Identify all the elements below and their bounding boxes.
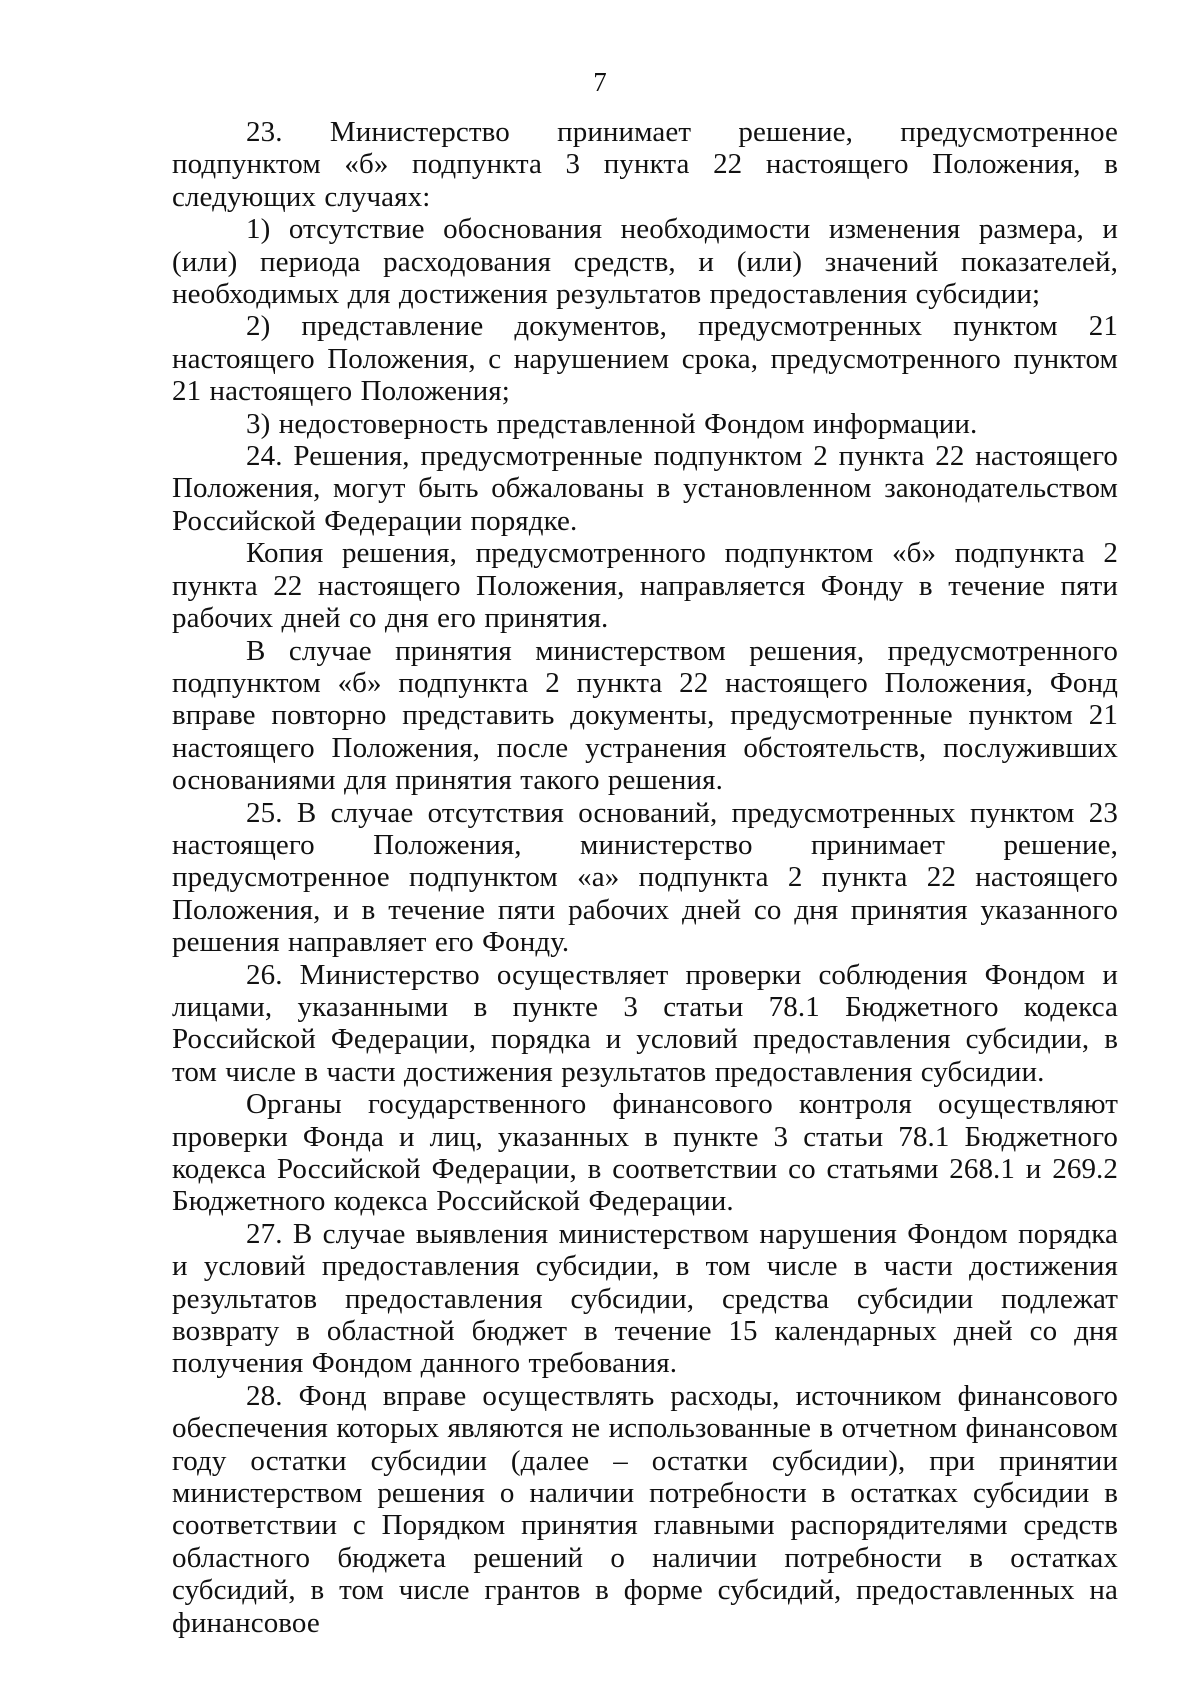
paragraph-23-item-2: 2) представление документов, предусмотренных пунктом 21 настоящего Положения, с нарушением срока, предусмотренного пунктом 21 настоящего Положения; <box>172 310 1118 408</box>
paragraph-24: 24. Решения, предусмотренные подпунктом 2 пункта 22 настоящего Положения, могут быть обжалованы в установленном законодательством Российской Федерации порядке. <box>172 440 1118 537</box>
paragraph-28: 28. Фонд вправе осуществлять расходы, источником финансового обеспечения которых являются не использованные в отчетном финансовом году остатки субсидии (далее – остатки субсидии), при принятии министерством решения о наличии потребности в остатках субсидии в соответствии с Порядком принятия главными распорядителями средств областного бюджета решений о наличии потребности в остатках субсидий, в том числе грантов в форме субсидий, предоставленных на финансовое <box>172 1379 1118 1639</box>
paragraph-23-item-3: 3) недостоверность представленной Фондом информации. <box>246 407 978 440</box>
paragraph-26-control: Органы государственного финансового контроля осуществляют проверки Фонда и лиц, указанных в пункте 3 статьи 78.1 Бюджетного кодекса Российской Федерации, в соответствии со статьями 268.1 и 269.2 Бюджетного кодекса Российской Федерации. <box>172 1088 1118 1218</box>
paragraph-23-item-1: 1) отсутствие обоснования необходимости изменения размера, и (или) периода расходования средств, и (или) значений показателей, необходимых для достижения результатов предоставления субсидии; <box>172 213 1118 311</box>
document-body <box>172 116 1118 1639</box>
paragraph-26: 26. Министерство осуществляет проверки соблюдения Фондом и лицами, указанными в пункте 3 статьи 78.1 Бюджетного кодекса Российской Федерации, порядка и условий предоставления субсидии, в том числе в части достижения результатов предоставления субсидии. <box>172 958 1118 1088</box>
paragraph-24-copy: Копия решения, предусмотренного подпунктом «б» подпункта 2 пункта 22 настоящего Положения, направляется Фонду в течение пяти рабочих дней со дня его принятия. <box>172 537 1118 635</box>
paragraph-23: 23. Министерство принимает решение, предусмотренное подпунктом «б» подпункта 3 пункта 22 настоящего Положения, в следующих случаях: <box>172 116 1118 213</box>
paragraph-25: 25. В случае отсутствия оснований, предусмотренных пунктом 23 настоящего Положения, министерство принимает решение, предусмотренное подпунктом «а» подпункта 2 пункта 22 настоящего Положения, и в течение пяти рабочих дней со дня принятия указанного решения направляет его Фонду. <box>172 796 1118 959</box>
paragraph-27: 27. В случае выявления министерством нарушения Фондом порядка и условий предоставления субсидии, в том числе в части достижения результатов предоставления субсидии, средства субсидии подлежат возврату в областной бюджет в течение 15 календарных дней со дня получения Фондом данного требования. <box>172 1217 1118 1380</box>
paragraph-24-resubmit: В случае принятия министерством решения, предусмотренного подпунктом «б» подпункта 2 пункта 22 настоящего Положения, Фонд вправе повторно представить документы, предусмотренные пунктом 21 настоящего Положения, после устранения обстоятельств, послуживших основаниями для принятия такого решения. <box>172 634 1118 797</box>
page-number: 7 <box>593 67 607 97</box>
